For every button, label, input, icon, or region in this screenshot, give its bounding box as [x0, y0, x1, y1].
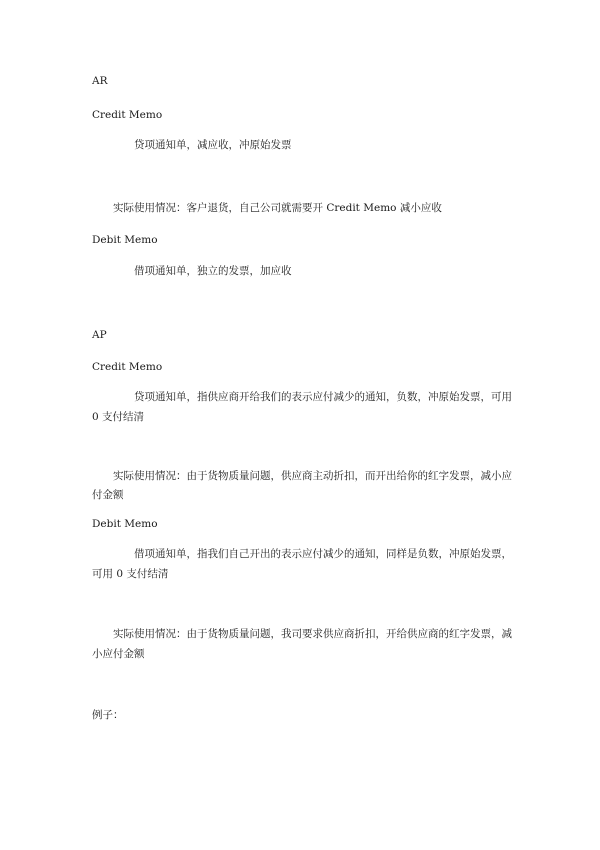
- ap-debit-memo-definition-line1: 借项通知单，指我们自己开出的表示应付减少的通知，同样是负数，冲原始发票，: [134, 548, 512, 560]
- ap-credit-memo-title: Credit Memo: [92, 361, 163, 373]
- ap-credit-memo-definition-line1: 贷项通知单，指供应商开给我们的表示应付减少的通知，负数，冲原始发票，可用: [134, 391, 512, 403]
- ap-debit-memo-usage-line2: 小应付金额: [92, 648, 145, 660]
- ap-debit-memo-usage-line1: 实际使用情况：由于货物质量问题，我司要求供应商折扣，开给供应商的红字发票，减: [113, 628, 512, 640]
- ap-credit-memo-usage-line1: 实际使用情况：由于货物质量问题，供应商主动折扣，而开出给你的红字发票，减小应: [113, 470, 512, 482]
- ap-credit-memo-usage-line2: 付金额: [92, 489, 124, 501]
- ar-heading: AR: [92, 75, 108, 87]
- ar-debit-memo-title: Debit Memo: [92, 234, 158, 246]
- ar-credit-memo-title: Credit Memo: [92, 109, 163, 121]
- ar-debit-memo-definition: 借项通知单，独立的发票，加应收: [134, 265, 292, 277]
- ap-credit-memo-definition-line2: 0 支付结清: [92, 411, 145, 423]
- ap-heading: AP: [92, 329, 107, 341]
- ar-credit-memo-usage: 实际使用情况：客户退货，自己公司就需要开 Credit Memo 减小应收: [113, 202, 442, 214]
- ar-credit-memo-definition: 贷项通知单，减应收，冲原始发票: [134, 139, 292, 151]
- example-label: 例子：: [92, 709, 124, 721]
- ap-debit-memo-definition-line2: 可用 0 支付结清: [92, 568, 169, 580]
- ap-debit-memo-title: Debit Memo: [92, 518, 158, 530]
